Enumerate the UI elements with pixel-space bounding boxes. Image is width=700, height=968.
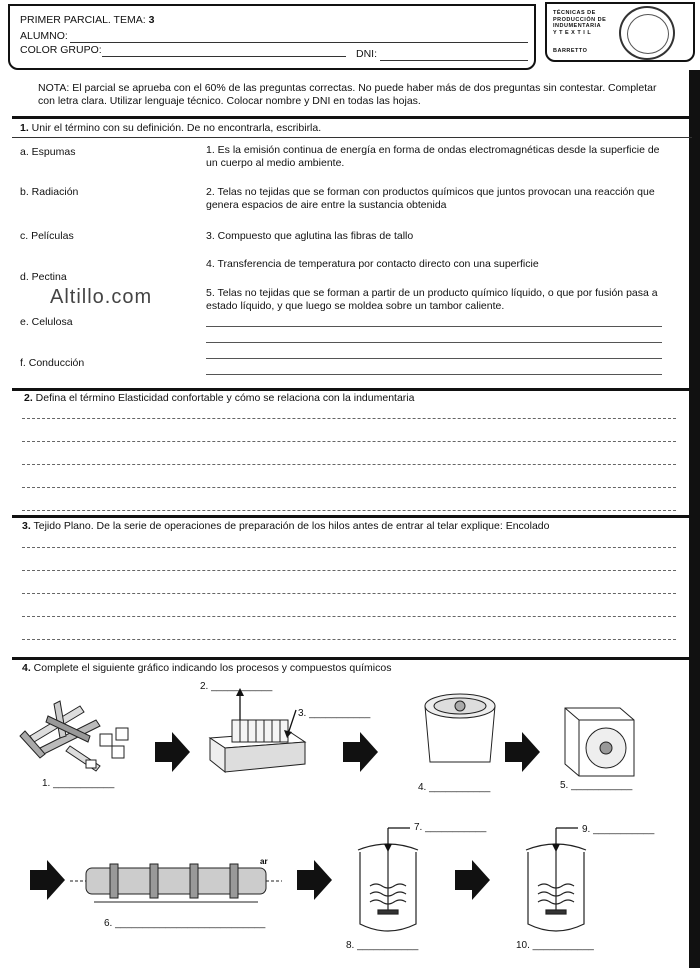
reactor-beaker-icon (358, 844, 418, 931)
blank-10[interactable]: 10. ___________ (516, 940, 594, 951)
answer-line[interactable] (22, 547, 676, 548)
term-f: f. Conducción (20, 357, 85, 369)
blank-1[interactable]: 1. ___________ (42, 778, 115, 789)
flow-arrow-icon (30, 860, 65, 900)
answer-line[interactable] (22, 616, 676, 617)
course-logo (545, 2, 695, 62)
q1-rule (12, 137, 692, 138)
course-name: TÉCNICAS DE PRODUCCIÓN DE INDUMENTARIA Y T E X T I L BARRETTO (553, 10, 607, 54)
flow-arrow-icon (455, 860, 490, 900)
answer-line[interactable] (206, 326, 662, 327)
answer-line[interactable] (22, 418, 676, 419)
flow-arrow-icon (343, 732, 378, 772)
alumno-label: ALUMNO: (20, 30, 68, 42)
term-a: a. Espumas (20, 146, 76, 158)
blank-3[interactable]: 3. ___________ (298, 708, 371, 719)
answer-line[interactable] (22, 510, 676, 511)
definition-5: 5. Telas no tejidas que se forman a partir de un producto químico líquido, o que por fusión pasa a estado líquido, y que luego se moldea sobre un tambor caliente. (206, 287, 658, 312)
definition-1: 1. Es la emisión continua de energía en forma de ondas electromagnéticas desde la superficie de un cuerpo al medio ambiente. (206, 144, 660, 169)
digester-vat-icon (425, 694, 495, 762)
blank-8[interactable]: 8. ___________ (346, 940, 419, 951)
term-c: c. Películas (20, 230, 74, 242)
answer-line[interactable] (22, 570, 676, 571)
definition-2: 2. Telas no tejidas que se forman con productos químicos que juntos provocan una reacción que genera espacios de aire entre la sustancia obtenida (206, 186, 655, 211)
answer-line[interactable] (22, 464, 676, 465)
section-divider (12, 657, 692, 660)
q3-prompt: 3. Tejido Plano. De la serie de operaciones de preparación de los hilos antes de entrar al telar explique: Encolado (22, 520, 550, 532)
color-grupo-label: COLOR GRUPO: (20, 44, 102, 56)
section-divider (12, 116, 692, 119)
answer-line[interactable] (22, 639, 676, 640)
svg-text:ar: ar (260, 857, 268, 866)
answer-line[interactable] (22, 487, 676, 488)
blank-6[interactable]: 6. ___________________________ (104, 918, 266, 929)
blank-2[interactable]: 2. ___________ (200, 681, 273, 692)
blank-7[interactable]: 7. ___________ (414, 822, 487, 833)
q4-prompt: 4. Complete el siguiente gráfico indicando los procesos y compuestos químicos (22, 662, 392, 674)
dni-label: DNI: (356, 48, 377, 60)
term-b: b. Radiación (20, 186, 79, 198)
spinneret-box-icon (565, 708, 634, 776)
section-divider (12, 388, 692, 391)
drying-cylinder-icon (70, 864, 282, 902)
reactor-beaker-icon (526, 844, 586, 931)
blank-4[interactable]: 4. ___________ (418, 782, 491, 793)
flow-arrow-icon (505, 732, 540, 772)
cubes-icon (86, 728, 128, 768)
university-seal-icon (619, 6, 675, 60)
margin-bar (689, 70, 700, 968)
blank-9[interactable]: 9. ___________ (582, 824, 655, 835)
q2-prompt: 2. Defina el término Elasticidad confortable y cómo se relaciona con la indumentaria (24, 392, 415, 404)
dni-field[interactable] (380, 60, 528, 61)
tema-number: 3 (148, 14, 155, 26)
section-divider (12, 515, 692, 518)
answer-line[interactable] (206, 358, 662, 359)
q1-prompt: 1. Unir el término con su definición. De no encontrarla, escribirla. (20, 122, 322, 134)
answer-line[interactable] (22, 593, 676, 594)
exam-title: PRIMER PARCIAL. TEMA: 3 (20, 14, 155, 26)
term-d: d. Pectina (20, 271, 67, 283)
flow-arrow-icon (155, 732, 190, 772)
watermark: Altillo.com (50, 286, 153, 308)
definition-4: 4. Transferencia de temperatura por contacto directo con una superficie (206, 258, 539, 270)
color-grupo-field[interactable] (102, 56, 346, 57)
answer-line[interactable] (22, 441, 676, 442)
answer-line[interactable] (206, 374, 662, 375)
header-box (8, 4, 536, 70)
answer-line[interactable] (206, 342, 662, 343)
term-e: e. Celulosa (20, 316, 73, 328)
exam-note: NOTA: El parcial se aprueba con el 60% de las preguntas correctas. No puede haber más de dos preguntas sin contestar. Completar con letra clara. Utilizar lenguaje técnico. Colocar nombre y DNI en todas las hojas. (38, 82, 657, 107)
blank-5[interactable]: 5. ___________ (560, 780, 633, 791)
alumno-field[interactable] (70, 42, 528, 43)
flow-arrow-icon (297, 860, 332, 900)
definition-3: 3. Compuesto que aglutina las fibras de tallo (206, 230, 414, 242)
